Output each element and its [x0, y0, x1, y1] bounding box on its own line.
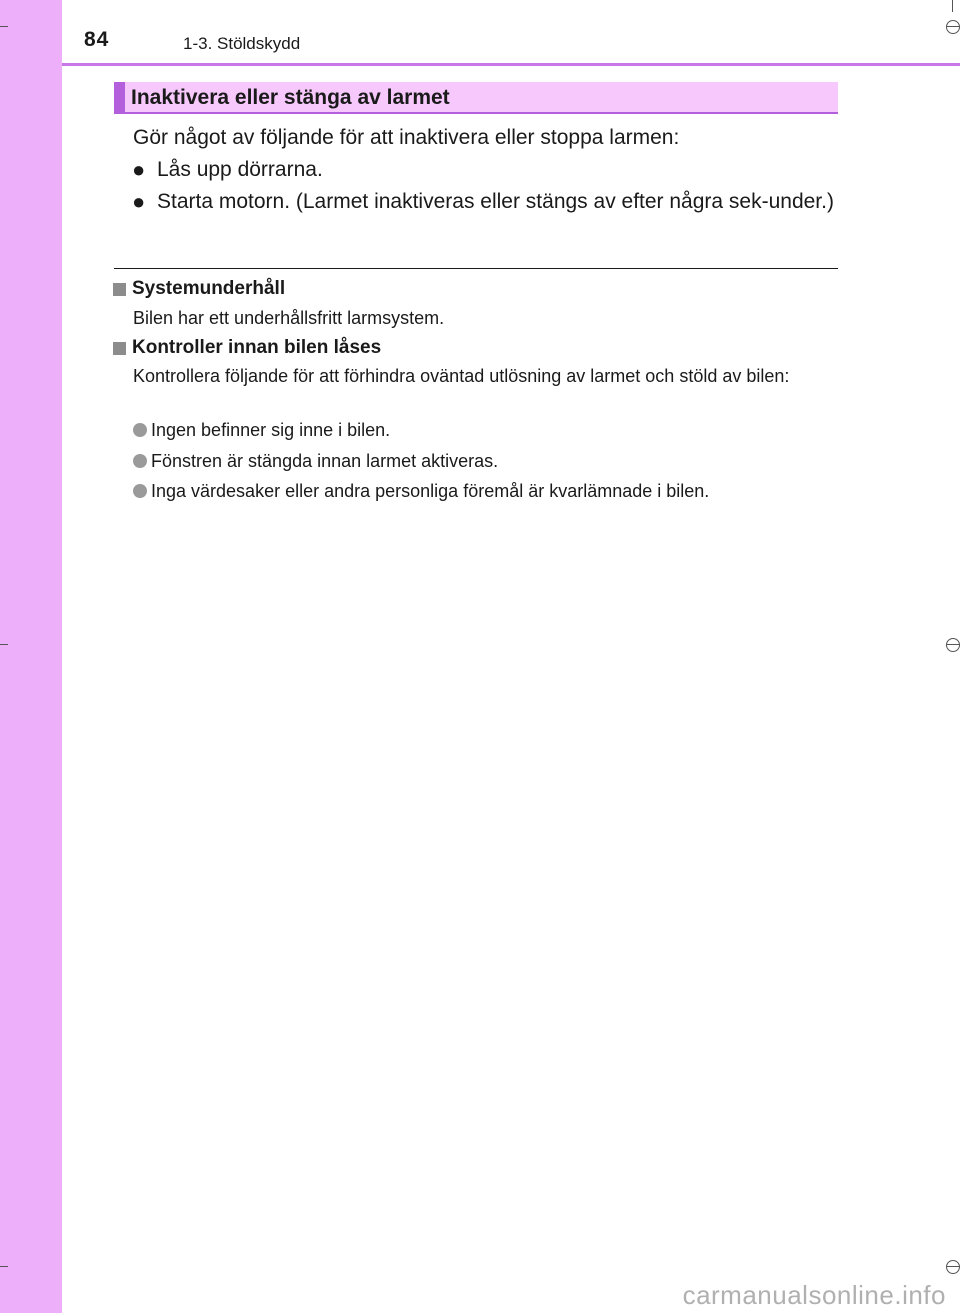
section-divider [114, 268, 838, 269]
circle-bullet-icon [133, 423, 147, 437]
section-heading [114, 82, 838, 114]
crop-mark [946, 644, 960, 645]
crop-mark [952, 0, 953, 12]
bullet-dot-icon: ● [132, 157, 146, 182]
crop-mark [946, 26, 960, 27]
note-title: Systemunderhåll [132, 278, 286, 299]
list-item-text: Ingen befinner sig inne i bilen. [151, 420, 391, 440]
note-heading [113, 278, 285, 300]
section-heading-text: Inaktivera eller stänga av larmet [131, 86, 450, 109]
registration-mark-icon [946, 1260, 960, 1274]
bullet-text: Lås upp dörrarna. [157, 158, 323, 181]
bullet-text: Starta motorn. (Larmet inaktiveras eller stängs av efter några sek-under.) [157, 190, 834, 213]
circle-bullet-icon [133, 454, 147, 468]
intro-paragraph: Gör något av följande för att inaktivera eller stoppa larmen: [133, 126, 680, 149]
header-rule [62, 63, 960, 66]
crop-mark [946, 1266, 960, 1267]
chapter-title: 1-3. Stöldskydd [183, 34, 301, 53]
page-number: 84 [84, 28, 110, 51]
square-bullet-icon [113, 342, 126, 355]
list-item [133, 418, 838, 442]
square-bullet-icon [113, 283, 126, 296]
crop-mark [0, 644, 8, 645]
note-text: Kontrollera följande för att förhindra oväntad utlösning av larmet och stöld av bilen: [133, 366, 790, 386]
note-heading [113, 337, 381, 359]
note-text: Bilen har ett underhållsfritt larmsystem. [133, 308, 445, 328]
circle-bullet-icon [133, 484, 147, 498]
list-item-text: Fönstren är stängda innan larmet aktiveras. [151, 451, 499, 471]
crop-mark [0, 26, 8, 27]
list-item [133, 449, 838, 473]
side-tab-band [0, 0, 62, 1313]
bullet-item [132, 154, 838, 185]
crop-mark [0, 1266, 8, 1267]
registration-mark-icon [946, 20, 960, 34]
registration-mark-icon [946, 638, 960, 652]
list-item-text: Inga värdesaker eller andra personliga föremål är kvarlämnade i bilen. [151, 481, 710, 501]
list-item [133, 479, 838, 503]
note-title: Kontroller innan bilen låses [132, 337, 382, 358]
watermark: carmanualsonline.info [682, 1280, 946, 1310]
bullet-dot-icon: ● [132, 189, 146, 214]
bullet-item [132, 186, 838, 217]
